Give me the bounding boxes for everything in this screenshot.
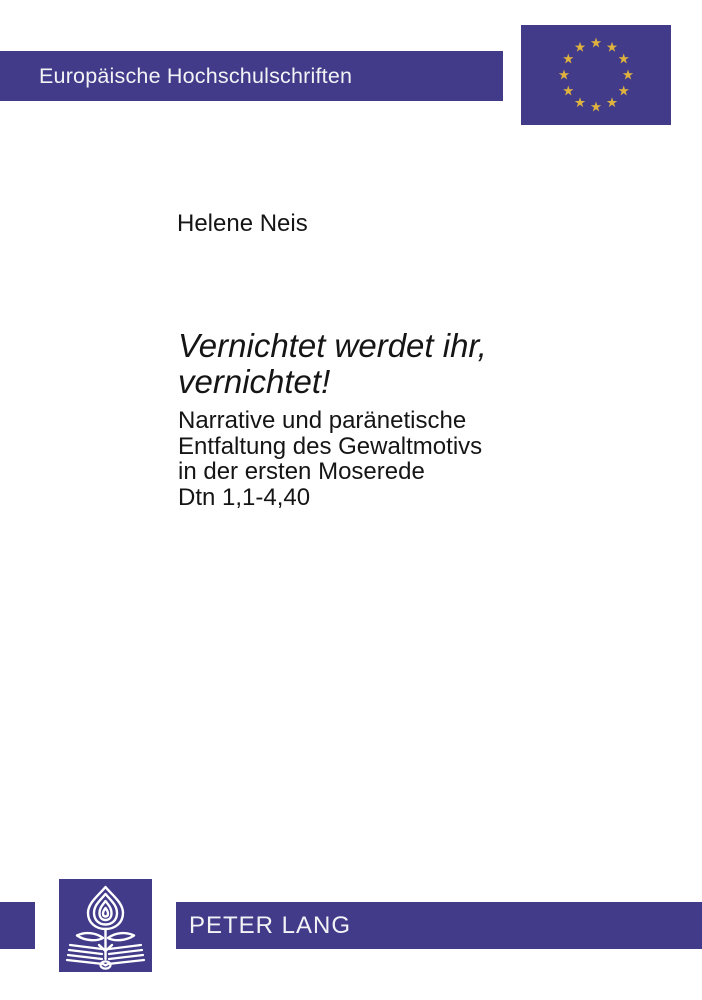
series-banner [0,51,503,101]
footer-left-bar [0,902,35,949]
book-subtitle-line-2: Entfaltung des Gewaltmotivs [178,432,483,460]
author-name: Helene Neis [177,210,308,237]
book-subtitle-line-1: Narrative und paränetische [178,407,467,434]
series-title: Europäische Hochschulschriften [39,63,353,88]
book-subtitle [178,408,482,510]
publisher-name: PETER LANG [189,911,352,939]
book-subtitle-line-4: Dtn 1,1-4,40 [178,483,311,511]
publisher-banner [176,902,702,949]
eu-flag-icon [521,25,671,125]
book-subtitle-line-3: in der ersten Moserede [178,458,425,485]
book-title-line-2: vernichtet! [178,363,331,400]
tulip-book-icon [59,879,152,972]
book-title [178,328,487,400]
book-title-line-1: Vernichtet werdet ihr, [178,327,487,364]
publisher-logo [59,879,152,972]
